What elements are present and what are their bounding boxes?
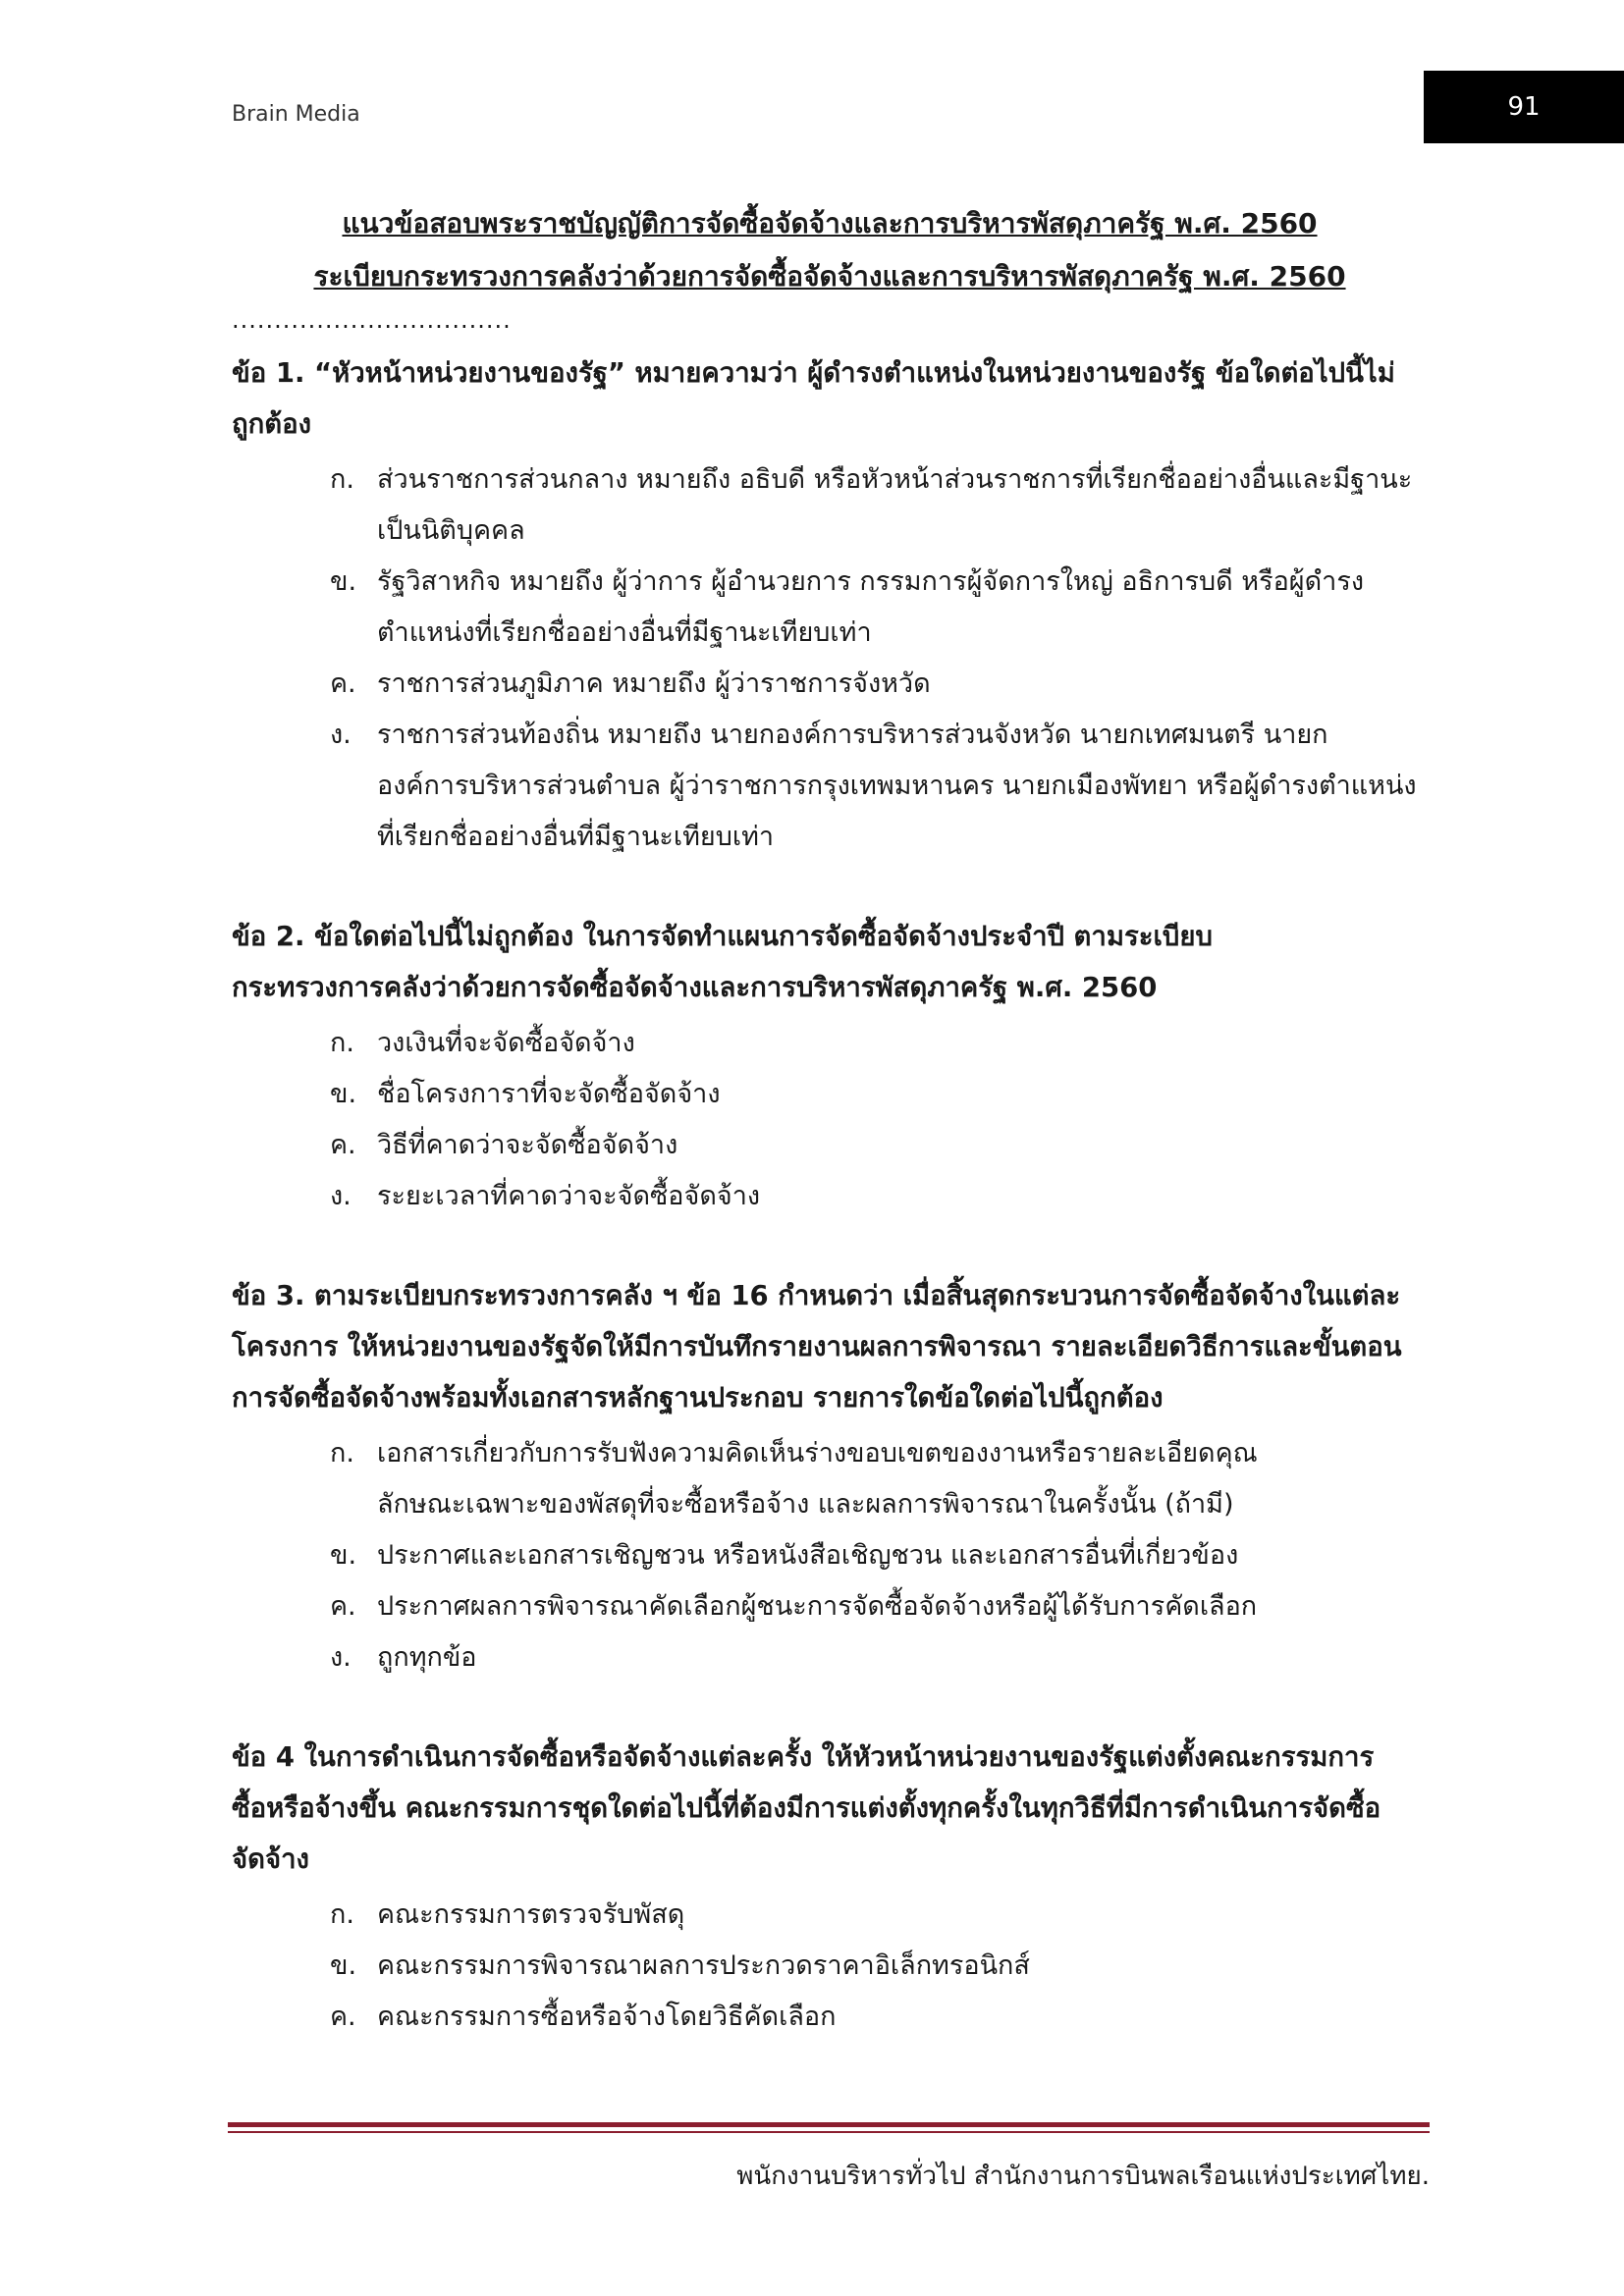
option-marker: ก. bbox=[330, 1028, 354, 1058]
q1-option-d-cont-2: ที่เรียกชื่ออย่างอื่นที่มีฐานะเทียบเท่า bbox=[377, 822, 775, 852]
option-marker: ข. bbox=[330, 1079, 357, 1109]
option-text: ส่วนราชการส่วนกลาง หมายถึง อธิบดี หรือหัวหน้าส่วนราชการที่เรียกชื่ออย่างอื่นและมีฐานะ bbox=[377, 464, 1413, 495]
option-marker: ก. bbox=[330, 1899, 354, 1930]
option-text: วิธีที่คาดว่าจะจัดซื้อจัดจ้าง bbox=[377, 1130, 678, 1160]
option-text: คณะกรรมการพิจารณาผลการประกวดราคาอิเล็กทรอนิกส์ bbox=[377, 1950, 1030, 1981]
option-text: ประกาศผลการพิจารณาคัดเลือกผู้ชนะการจัดซื้อจัดจ้างหรือผู้ได้รับการคัดเลือก bbox=[377, 1591, 1258, 1622]
option-text: คณะกรรมการซื้อหรือจ้างโดยวิธีคัดเลือก bbox=[377, 2002, 837, 2032]
footer-rule-thin bbox=[228, 2131, 1430, 2133]
option-marker: ค. bbox=[330, 668, 356, 699]
option-text: รัฐวิสาหกิจ หมายถึง ผู้ว่าการ ผู้อำนวยการ กรรมการผู้จัดการใหญ่ อธิการบดี หรือผู้ดำรง bbox=[377, 566, 1364, 597]
title-line-1: แนวข้อสอบพระราชบัญญัติการจัดซื้อจัดจ้างและการบริหารพัสดุภาครัฐ พ.ศ. 2560 bbox=[342, 207, 1318, 240]
option-marker: ค. bbox=[330, 2002, 356, 2032]
header-brand: Brain Media bbox=[232, 102, 360, 127]
question-3-line-2: โครงการ ให้หน่วยงานของรัฐจัดให้มีการบันทึกรายงานผลการพิจารณา รายละเอียดวิธีการและขั้นตอน bbox=[232, 1331, 1402, 1362]
page-number-box bbox=[1424, 71, 1624, 143]
question-3-line-1: ข้อ 3. ตามระเบียบกระทรวงการคลัง ฯ ข้อ 16 กำหนดว่า เมื่อสิ้นสุดกระบวนการจัดซื้อจัดจ้างในแต่ละ bbox=[232, 1280, 1401, 1311]
question-4-line-1: ข้อ 4 ในการดำเนินการจัดซื้อหรือจัดจ้างแต่ละครั้ง ให้หัวหน้าหน่วยงานของรัฐแต่งตั้งคณะกรรมการ bbox=[232, 1741, 1375, 1773]
option-marker: ข. bbox=[330, 1540, 357, 1571]
option-text: ประกาศและเอกสารเชิญชวน หรือหนังสือเชิญชวน และเอกสารอื่นที่เกี่ยวข้อง bbox=[377, 1540, 1239, 1571]
footer-rule-thick bbox=[228, 2122, 1430, 2127]
option-marker: ง. bbox=[330, 1181, 352, 1211]
page-number: 91 bbox=[1507, 92, 1541, 122]
option-text: ถูกทุกข้อ bbox=[377, 1642, 477, 1673]
title-line-2: ระเบียบกระทรวงการคลังว่าด้วยการจัดซื้อจัดจ้างและการบริหารพัสดุภาครัฐ พ.ศ. 2560 bbox=[313, 260, 1346, 293]
q3-option-a-cont: ลักษณะเฉพาะของพัสดุที่จะซื้อหรือจ้าง และผลการพิจารณาในครั้งนั้น (ถ้ามี) bbox=[377, 1489, 1234, 1520]
option-text: ราชการส่วนท้องถิ่น หมายถึง นายกองค์การบริหารส่วนจังหวัด นายกเทศมนตรี นายก bbox=[377, 720, 1328, 750]
q1-option-b-cont: ตำแหน่งที่เรียกชื่ออย่างอื่นที่มีฐานะเทียบเท่า bbox=[377, 617, 872, 648]
option-marker: ค. bbox=[330, 1591, 356, 1622]
option-marker: ง. bbox=[330, 1642, 352, 1673]
option-marker: ก. bbox=[330, 464, 354, 495]
option-marker: ก. bbox=[330, 1438, 354, 1468]
option-marker: ง. bbox=[330, 720, 352, 750]
option-marker: ข. bbox=[330, 566, 357, 597]
option-text: เอกสารเกี่ยวกับการรับฟังความคิดเห็นร่างขอบเขตของงานหรือรายละเอียดคุณ bbox=[377, 1438, 1258, 1468]
q1-option-d-cont-1: องค์การบริหารส่วนตำบล ผู้ว่าราชการกรุงเทพมหานคร นายกเมืองพัทยา หรือผู้ดำรงตำแหน่ง bbox=[377, 771, 1417, 801]
option-marker: ค. bbox=[330, 1130, 356, 1160]
option-text: ชื่อโครงการาที่จะจัดซื้อจัดจ้าง bbox=[377, 1079, 721, 1109]
option-marker: ข. bbox=[330, 1950, 357, 1981]
option-text: ราชการส่วนภูมิภาค หมายถึง ผู้ว่าราชการจังหวัด bbox=[377, 668, 931, 699]
question-2-line-2: กระทรวงการคลังว่าด้วยการจัดซื้อจัดจ้างและการบริหารพัสดุภาครัฐ พ.ศ. 2560 bbox=[232, 972, 1158, 1003]
dotted-separator: ................................. bbox=[232, 306, 512, 334]
option-text: คณะกรรมการตรวจรับพัสดุ bbox=[377, 1899, 685, 1930]
q1-option-a-cont: เป็นนิติบุคคล bbox=[377, 515, 525, 546]
question-1-line-1: ข้อ 1. “หัวหน้าหน่วยงานของรัฐ” หมายความว่า ผู้ดำรงตำแหน่งในหน่วยงานของรัฐ ข้อใดต่อไปนี้ไม่ bbox=[232, 357, 1395, 389]
footer-text: พนักงานบริหารทั่วไป สำนักงานการบินพลเรือนแห่งประเทศไทย. bbox=[736, 2162, 1430, 2191]
question-2-line-1: ข้อ 2. ข้อใดต่อไปนี้ไม่ถูกต้อง ในการจัดทำแผนการจัดซื้อจัดจ้างประจำปี ตามระเบียบ bbox=[232, 921, 1213, 952]
question-1-line-2: ถูกต้อง bbox=[232, 408, 312, 440]
option-text: ระยะเวลาที่คาดว่าจะจัดซื้อจัดจ้าง bbox=[377, 1181, 761, 1211]
option-text: วงเงินที่จะจัดซื้อจัดจ้าง bbox=[377, 1028, 635, 1058]
question-4-line-3: จัดจ้าง bbox=[232, 1843, 309, 1875]
question-3-line-3: การจัดซื้อจัดจ้างพร้อมทั้งเอกสารหลักฐานประกอบ รายการใดข้อใดต่อไปนี้ถูกต้อง bbox=[232, 1382, 1164, 1414]
question-4-line-2: ซื้อหรือจ้างขึ้น คณะกรรมการชุดใดต่อไปนี้ที่ต้องมีการแต่งตั้งทุกครั้งในทุกวิธีที่มีการดำเนินการจัดซื้อ bbox=[232, 1792, 1381, 1824]
